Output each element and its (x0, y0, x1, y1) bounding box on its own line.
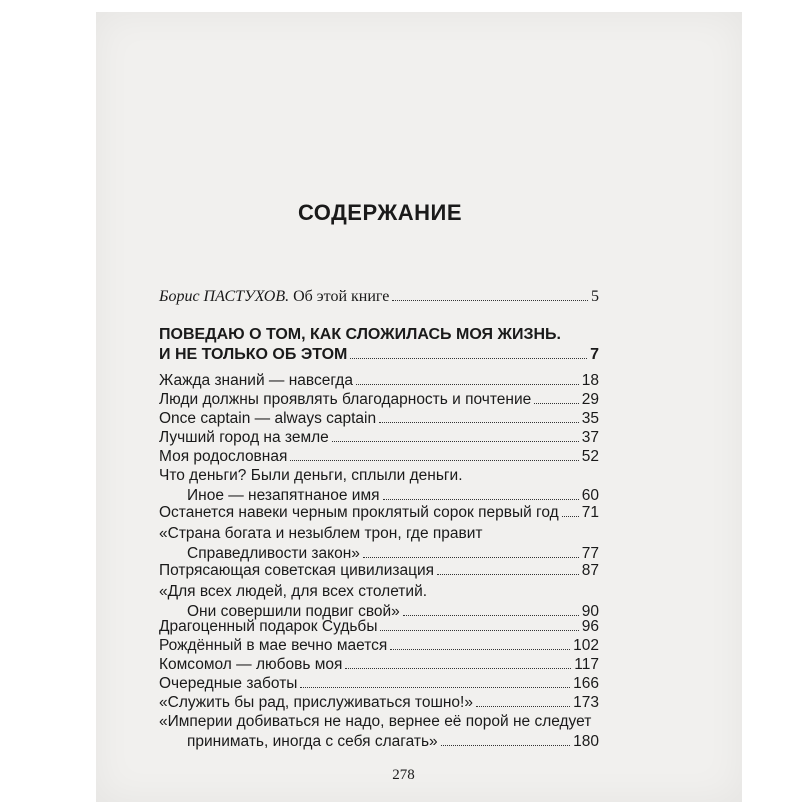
toc-entry (159, 503, 599, 523)
section-line-1: ПОВЕДАЮ О ТОМ, КАК СЛОЖИЛАСЬ МОЯ ЖИЗНЬ. (159, 326, 561, 343)
toc-entry (159, 409, 599, 429)
toc-entry (159, 390, 599, 410)
toc-entry (159, 674, 599, 694)
toc-entry (159, 655, 599, 675)
page-ref: 29 (581, 391, 599, 408)
page-ref: 71 (581, 504, 599, 521)
entry-text: Что деньги? Были деньги, сплыли деньги. (159, 467, 463, 484)
page-ref: 5 (591, 288, 599, 305)
page-ref: 102 (573, 637, 599, 654)
leader-dots (350, 358, 587, 359)
leader-dots (476, 706, 570, 707)
page-ref: 52 (581, 448, 599, 465)
leader-dots (300, 687, 570, 688)
toc-title: СОДЕРЖАНИЕ (297, 200, 463, 225)
page-ref: 35 (581, 410, 599, 427)
page-ref: 60 (581, 487, 599, 504)
page-ref: 96 (581, 618, 599, 635)
entry-text: «Служить бы рад, прислуживаться тошно!» (159, 694, 473, 711)
leader-dots (379, 422, 579, 423)
leader-dots (356, 384, 579, 385)
leader-dots (363, 557, 579, 558)
entry-text-cont: Справедливости закон» (187, 545, 360, 562)
toc-entry (159, 447, 599, 467)
leader-dots (437, 574, 579, 575)
entry-text: Люди должны проявлять благодарность и почтение (159, 391, 532, 408)
toc-entry (159, 636, 599, 656)
entry-text: Лучший город на земле (159, 429, 329, 446)
page-ref: 37 (581, 429, 599, 446)
entry-text: Рождённый в мае вечно мается (159, 637, 388, 654)
entry-text: Once captain — always captain (159, 410, 377, 427)
entry-text-cont: принимать, иногда с себя слагать» (187, 733, 438, 750)
toc-entry (159, 693, 599, 713)
leader-dots (390, 649, 570, 650)
page-number: 278 (392, 767, 415, 783)
leader-dots (392, 300, 588, 301)
toc-entry (159, 712, 599, 752)
page-ref: 18 (581, 372, 599, 389)
entry-text: «Для всех людей, для всех столетий. (159, 583, 428, 600)
toc-entry (159, 582, 599, 622)
toc-entry (159, 561, 599, 581)
entry-text: Драгоценный подарок Судьбы (159, 618, 378, 635)
entry-text-cont: Иное — незапятнаное имя (187, 487, 380, 504)
leader-dots (562, 516, 579, 517)
toc-entry (159, 371, 599, 391)
entry-text: Комсомол — любовь моя (159, 656, 343, 673)
leader-dots (383, 499, 579, 500)
entry-text: «Страна богата и незыблем трон, где правит (159, 525, 483, 542)
toc-section-heading (159, 325, 599, 365)
page-ref: 87 (581, 562, 599, 579)
author-entry-text: Об этой книге (293, 288, 390, 305)
toc-entry-author (159, 287, 599, 307)
toc-entry (159, 428, 599, 448)
page-ref: 173 (573, 694, 599, 711)
leader-dots (380, 630, 578, 631)
leader-dots (534, 403, 578, 404)
author-name: Борис ПАСТУХОВ. (159, 288, 290, 305)
page-ref: 7 (590, 346, 599, 363)
leader-dots (403, 615, 579, 616)
leader-dots (441, 745, 570, 746)
toc-entry (159, 617, 599, 637)
section-line-2: И НЕ ТОЛЬКО ОБ ЭТОМ (159, 346, 348, 363)
leader-dots (332, 441, 579, 442)
toc-entry (159, 524, 599, 564)
entry-text: Потрясающая советская цивилизация (159, 562, 435, 579)
page-ref: 166 (573, 675, 599, 692)
page-ref: 117 (574, 656, 599, 673)
entry-text-cont: Они совершили подвиг свой» (187, 603, 400, 620)
entry-text: Моя родословная (159, 448, 288, 465)
page-ref: 77 (581, 545, 599, 562)
entry-text: «Империи добиваться не надо, вернее её порой не следует (159, 713, 592, 730)
entry-text: Очередные заботы (159, 675, 298, 692)
toc-entry (159, 466, 599, 506)
leader-dots (345, 668, 571, 669)
page-ref: 180 (573, 733, 599, 750)
entry-text: Жажда знаний — навсегда (159, 372, 353, 389)
entry-text: Останется навеки черным проклятый сорок первый год (159, 504, 559, 521)
page-ref: 90 (581, 603, 599, 620)
leader-dots (290, 460, 578, 461)
